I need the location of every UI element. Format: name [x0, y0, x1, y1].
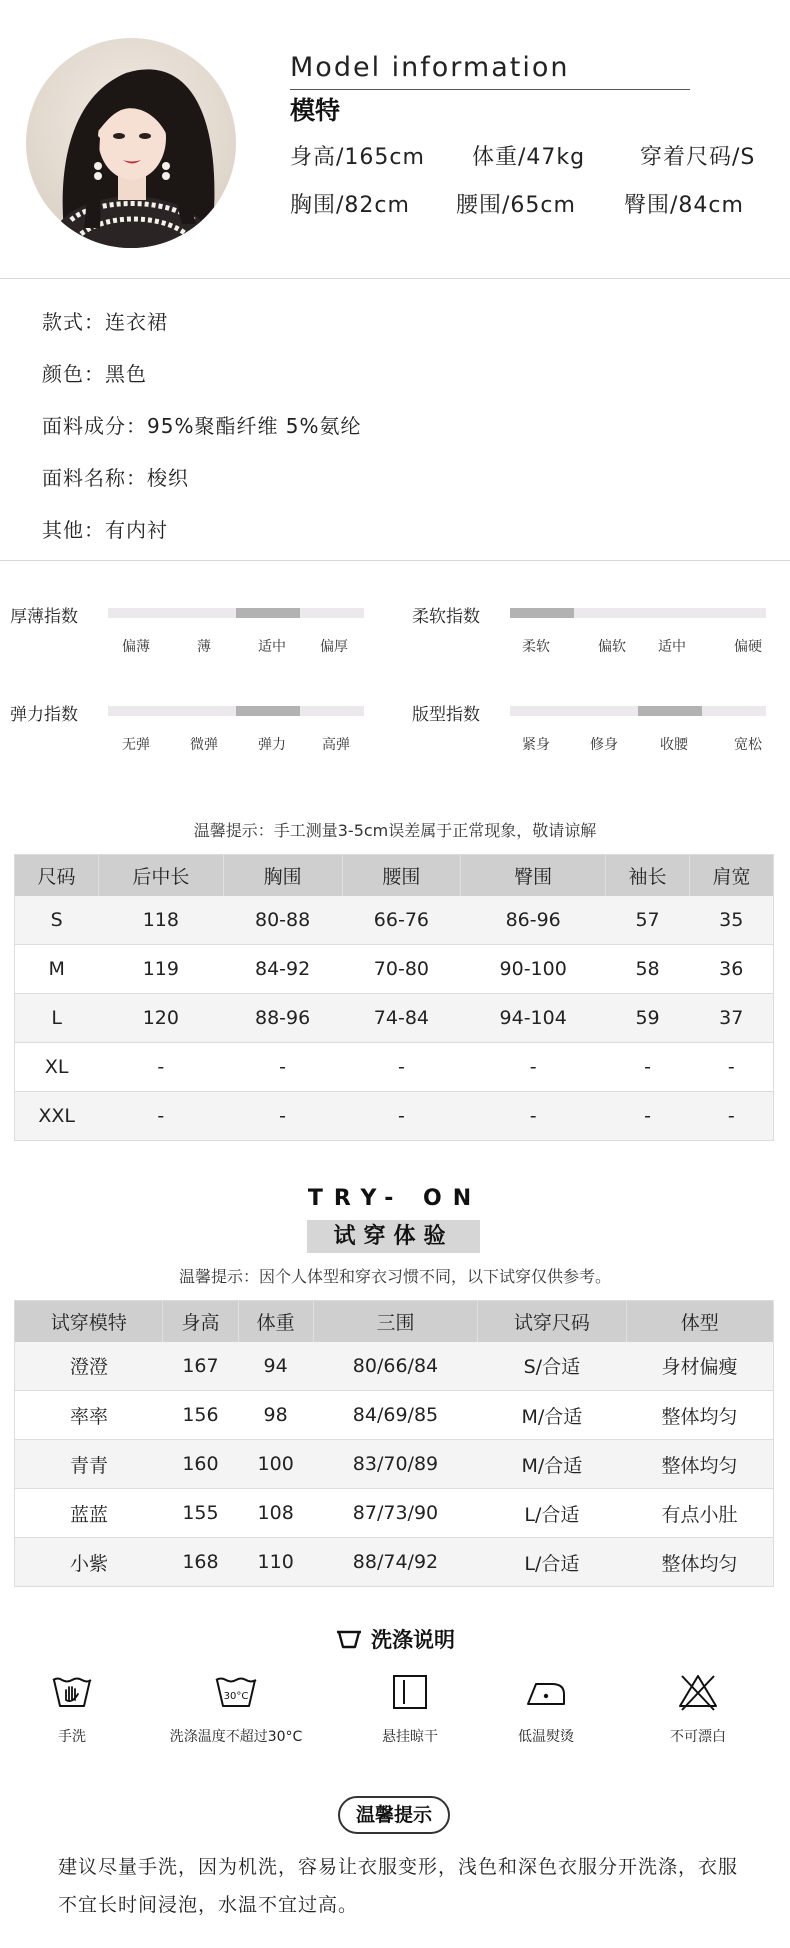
thickness-tick: 适中 [258, 639, 286, 655]
thickness-tick: 偏薄 [122, 639, 150, 655]
tryon-cell: 100 [238, 1440, 313, 1489]
tryon-cell: 84/69/85 [313, 1391, 477, 1440]
wash-30-icon [213, 1672, 259, 1712]
fit-index-bar [510, 706, 766, 716]
tryon-row [15, 1342, 774, 1391]
size-table-row [15, 1092, 774, 1141]
size-table-body [15, 896, 774, 1141]
thickness-index-bar [108, 608, 364, 618]
tryon-header-cell: 三围 [313, 1301, 477, 1342]
low-iron-icon [524, 1672, 568, 1712]
size-table-cell: 90-100 [461, 945, 606, 994]
attr-other: 其他：有内衬 [42, 518, 168, 542]
size-table-cell: 86-96 [461, 896, 606, 945]
softness-tick: 偏硬 [734, 639, 762, 655]
tryon-cell: 87/73/90 [313, 1489, 477, 1538]
section-divider [0, 560, 790, 561]
thickness-index-marker [236, 608, 300, 618]
size-table-cell: - [606, 1043, 690, 1092]
size-table-cell: 36 [690, 945, 774, 994]
fit-tick: 修身 [590, 737, 618, 753]
size-table-header-cell: 尺码 [15, 855, 99, 896]
tryon-cell: M/合适 [478, 1391, 626, 1440]
attr-style: 款式：连衣裙 [42, 310, 168, 334]
tryon-table [14, 1300, 774, 1587]
tryon-cell: 98 [238, 1391, 313, 1440]
tryon-cell: 身材偏瘦 [626, 1342, 773, 1391]
tryon-cell: 80/66/84 [313, 1342, 477, 1391]
size-table-header-cell: 后中长 [98, 855, 223, 896]
model-weight: 体重/47kg [472, 145, 586, 170]
tryon-table-body [15, 1342, 774, 1587]
attr-color: 颜色：黑色 [42, 362, 147, 386]
tryon-title-cn: 试穿体验 [307, 1220, 480, 1253]
tryon-cell: 整体均匀 [626, 1440, 773, 1489]
size-table-cell: L [15, 994, 99, 1043]
softness-index-label: 柔软指数 [412, 607, 480, 627]
model-portrait-image [26, 38, 236, 248]
thickness-tick: 偏厚 [320, 639, 348, 655]
size-table-cell: 35 [690, 896, 774, 945]
tips-badge: 温馨提示 [338, 1796, 450, 1834]
tryon-cell: 83/70/89 [313, 1440, 477, 1489]
size-table-cell: - [98, 1043, 223, 1092]
tryon-header-cell: 试穿模特 [15, 1301, 163, 1342]
softness-tick: 偏软 [598, 639, 626, 655]
fit-index-marker [638, 706, 702, 716]
wash-label-low-iron: 低温熨烫 [518, 1729, 574, 1745]
wash-label-temperature: 洗涤温度不超过30°C [169, 1729, 303, 1745]
tryon-cell: 108 [238, 1489, 313, 1538]
size-table-cell: - [690, 1092, 774, 1141]
model-title-cn: 模特 [290, 96, 341, 125]
thickness-tick: 薄 [197, 639, 211, 655]
size-table-cell: 74-84 [342, 994, 461, 1043]
tryon-cell: L/合适 [478, 1489, 626, 1538]
hand-wash-icon [50, 1672, 94, 1712]
elasticity-index-marker [236, 706, 300, 716]
size-table-cell: - [223, 1043, 342, 1092]
tryon-cell: L/合适 [478, 1538, 626, 1587]
size-table-header-cell: 臀围 [461, 855, 606, 896]
size-table-cell: M [15, 945, 99, 994]
size-table-cell: 84-92 [223, 945, 342, 994]
tryon-cell: 整体均匀 [626, 1391, 773, 1440]
size-table-cell: - [461, 1043, 606, 1092]
hang-dry-icon [390, 1672, 430, 1712]
size-table-cell: S [15, 896, 99, 945]
tryon-cell: 小紫 [15, 1538, 163, 1587]
elasticity-tick: 弹力 [258, 737, 286, 753]
size-table-header-cell: 肩宽 [690, 855, 774, 896]
size-table-cell: 57 [606, 896, 690, 945]
size-table-row [15, 896, 774, 945]
tryon-header-cell: 身高 [163, 1301, 238, 1342]
size-table-cell: - [223, 1092, 342, 1141]
size-table-cell: - [606, 1092, 690, 1141]
size-table-cell: - [690, 1043, 774, 1092]
model-waist: 腰围/65cm [456, 193, 576, 218]
wash-item-no-bleach [618, 1672, 778, 1746]
softness-tick: 柔软 [522, 639, 550, 655]
size-table-row [15, 1043, 774, 1092]
attr-fabric: 面料名称：梭织 [42, 466, 189, 490]
attr-composition: 面料成分：95%聚酯纤维 5%氨纶 [42, 414, 362, 438]
elasticity-index-label: 弹力指数 [10, 705, 78, 725]
size-table-header-cell: 胸围 [223, 855, 342, 896]
elasticity-index-bar [108, 706, 364, 716]
model-height: 身高/165cm [290, 145, 425, 170]
tryon-cell: 澄澄 [15, 1342, 163, 1391]
size-table-cell: 120 [98, 994, 223, 1043]
tryon-cell: 160 [163, 1440, 238, 1489]
tryon-cell: 青青 [15, 1440, 163, 1489]
tryon-note: 温馨提示：因个人体型和穿衣习惯不同，以下试穿仅供参考。 [178, 1267, 611, 1286]
size-table-cell: XXL [15, 1092, 99, 1141]
elasticity-tick: 微弹 [190, 737, 218, 753]
model-hip: 臀围/84cm [624, 193, 744, 218]
tips-text: 建议尽量手洗，因为机洗，容易让衣服变形，浅色和深色衣服分开洗涤，衣服不宜长时间浸泡，水温不宜过高。 [58, 1856, 739, 1916]
tryon-title-en: TRY- ON [307, 1186, 483, 1211]
tryon-header-cell: 体重 [238, 1301, 313, 1342]
tryon-cell: M/合适 [478, 1440, 626, 1489]
size-table-cell: 94-104 [461, 994, 606, 1043]
thickness-index-label: 厚薄指数 [10, 607, 78, 627]
tryon-header-cell: 体型 [626, 1301, 773, 1342]
tryon-cell: 168 [163, 1538, 238, 1587]
model-info-section [0, 0, 790, 272]
tryon-row [15, 1489, 774, 1538]
tryon-cell: 155 [163, 1489, 238, 1538]
size-table-cell: - [342, 1092, 461, 1141]
wash-label-no-bleach: 不可漂白 [670, 1729, 726, 1745]
size-note: 温馨提示：手工测量3-5cm误差属于正常现象，敬请谅解 [193, 821, 597, 840]
tryon-cell: 率率 [15, 1391, 163, 1440]
size-table-cell: 37 [690, 994, 774, 1043]
fit-tick: 宽松 [734, 737, 762, 753]
model-bust: 胸围/82cm [290, 193, 410, 218]
basin-icon [335, 1628, 363, 1655]
wash-item-30-degree [156, 1672, 316, 1746]
tryon-cell: 整体均匀 [626, 1538, 773, 1587]
tryon-row [15, 1391, 774, 1440]
wash-temp-text: 30°C [223, 1691, 249, 1702]
tryon-cell: 167 [163, 1342, 238, 1391]
elasticity-tick: 无弹 [122, 737, 150, 753]
softness-index-bar [510, 608, 766, 618]
fit-tick: 收腰 [660, 737, 688, 753]
model-size: 穿着尺码/S [640, 145, 756, 170]
elasticity-tick: 高弹 [322, 737, 350, 753]
tryon-table-header [15, 1301, 774, 1342]
size-table-cell: 118 [98, 896, 223, 945]
softness-index-marker [510, 608, 574, 618]
size-table-cell: 119 [98, 945, 223, 994]
wash-label-hang-dry: 悬挂晾干 [382, 1729, 438, 1745]
wash-label-hand-wash: 手洗 [58, 1729, 86, 1745]
model-photo [26, 38, 236, 248]
wash-item-hand-wash [0, 1672, 152, 1746]
section-divider [0, 278, 790, 279]
size-table-cell: XL [15, 1043, 99, 1092]
size-table-row [15, 945, 774, 994]
size-table-header-cell: 腰围 [342, 855, 461, 896]
tryon-cell: 110 [238, 1538, 313, 1587]
size-table-header-cell: 袖长 [606, 855, 690, 896]
tryon-cell: S/合适 [478, 1342, 626, 1391]
fit-index-label: 版型指数 [412, 705, 480, 725]
tryon-cell: 88/74/92 [313, 1538, 477, 1587]
washing-title [0, 1624, 790, 1655]
tryon-row [15, 1538, 774, 1587]
size-table-cell: 70-80 [342, 945, 461, 994]
size-table-cell: - [342, 1043, 461, 1092]
tryon-cell: 94 [238, 1342, 313, 1391]
size-table-cell: 66-76 [342, 896, 461, 945]
size-table-cell: - [98, 1092, 223, 1141]
size-table-cell: - [461, 1092, 606, 1141]
tryon-cell: 156 [163, 1391, 238, 1440]
softness-tick: 适中 [658, 639, 686, 655]
size-table-row [15, 994, 774, 1043]
title-divider [290, 89, 690, 90]
tryon-cell: 蓝蓝 [15, 1489, 163, 1538]
size-table-header [15, 855, 774, 896]
size-table [14, 854, 774, 1141]
tryon-header-cell: 试穿尺码 [478, 1301, 626, 1342]
size-table-cell: 80-88 [223, 896, 342, 945]
fit-tick: 紧身 [522, 737, 550, 753]
size-table-cell: 88-96 [223, 994, 342, 1043]
tryon-row [15, 1440, 774, 1489]
size-table-cell: 59 [606, 994, 690, 1043]
size-table-cell: 58 [606, 945, 690, 994]
no-bleach-icon [676, 1672, 720, 1712]
washing-title-text: 洗涤说明 [371, 1628, 455, 1652]
model-title-en: Model information [290, 52, 570, 83]
wash-item-low-iron [466, 1672, 626, 1746]
tryon-cell: 有点小肚 [626, 1489, 773, 1538]
